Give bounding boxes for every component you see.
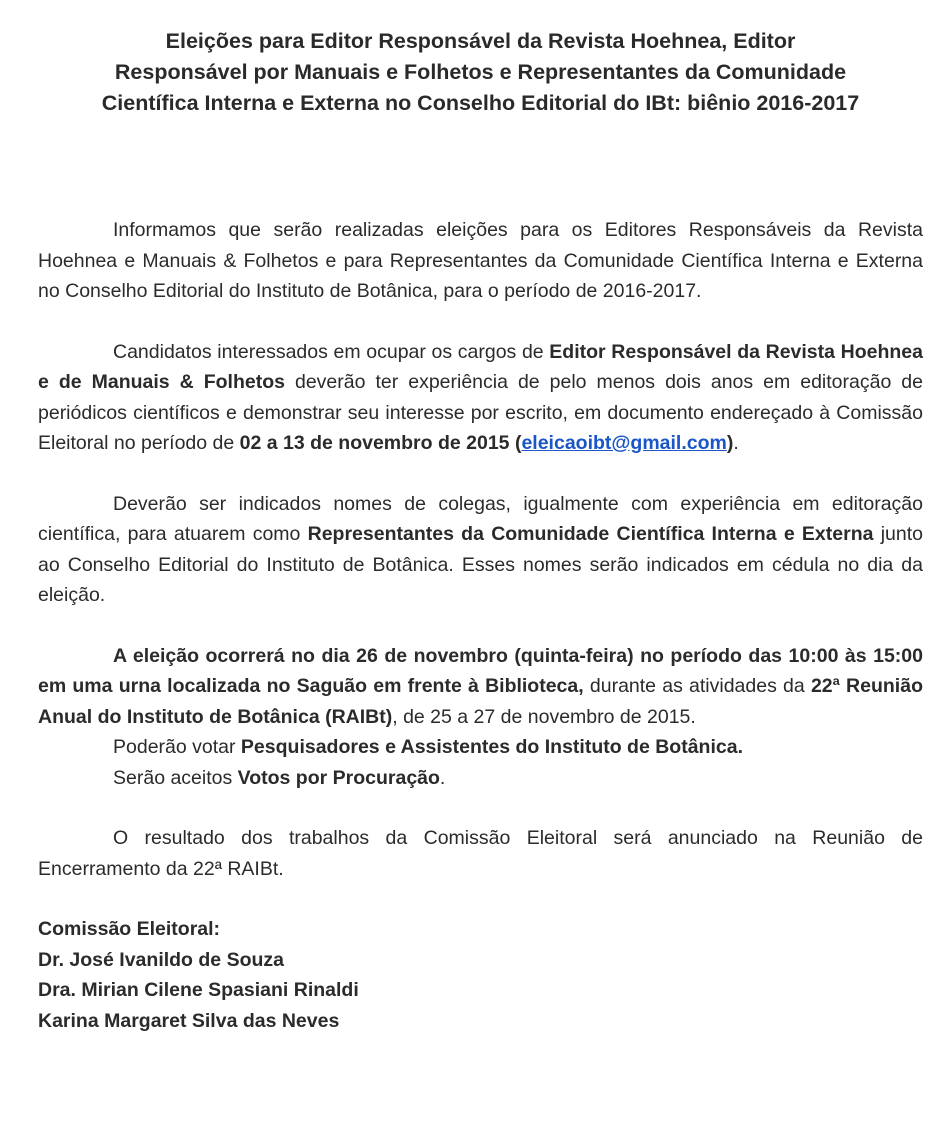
proxy-end: . [439,766,446,789]
paragraph-representatives [38,489,923,611]
title-line-1: Eleições para Editor Responsável da Revista Hoehnea, Editor [165,29,796,53]
representatives-text-2: junto ao Conselho Editorial do Instituto de Botânica. Esses nomes serão indicados em cédula no dia da eleição. [38,523,923,606]
title-line-2: Responsável por Manuais e Folhetos e Representantes da Comunidade [114,60,847,84]
signature-heading: Comissão Eleitoral: [38,918,221,940]
title-line-3: Científica Interna e Externa no Conselho Editorial do IBt: biênio 2016-2017 [101,91,860,115]
signature-member: Dr. José Ivanildo de Souza [38,948,284,971]
voters-line [38,732,923,763]
representatives-text-1: Deverão ser indicados nomes de colegas, igualmente com experiência em editoração científica, para atuarem como [38,492,923,545]
election-date-bold: A eleição ocorrerá no dia 26 de novembro (quinta-feira) no período das 10:00 às 15:00 em uma urna localizada no Saguão em frente à Biblioteca, [38,644,923,697]
election-details-text-1: durante as atividades da [583,675,811,697]
submission-dates: 02 a 13 de novembro de 2015 ( [239,432,522,454]
editor-position-bold: Editor Responsável da Revista Hoehnea e de Manuais & Folhetos [38,340,923,393]
proxy-bold: Votos por Procuração [237,766,440,789]
paragraph-announcement: Informamos que serão realizadas eleições para os Editores Responsáveis da Revista Hoehnea e Manuais & Folhetos e para Representantes da Comunidade Científica Interna e Externa no Conselho Editorial do Instituto de Botânica, para o período de 2016-2017. [38,219,923,302]
paragraph-results: O resultado dos trabalhos da Comissão Eleitoral será anunciado na Reunião de Encerramento da 22ª RAIBt. [38,827,923,880]
editor-candidates-end: . [733,432,739,454]
proxy-votes-line [38,763,923,794]
signature-member: Dra. Mirian Cilene Spasiani Rinaldi [38,979,359,1001]
submission-period-bold [240,432,734,454]
signature-member: Karina Margaret Silva das Neves [38,1009,340,1032]
paragraph-election-details [38,641,923,733]
editor-candidates-text-2: deverão ter experiência de pelo menos dois anos em editoração de periódicos científicos e demonstrar seu interesse por escrito, em documento endereçado à Comissão Eleitoral no período de [38,371,923,454]
voters-bold: Pesquisadores e Assistentes do Instituto de Botânica. [240,736,743,758]
document-title [38,26,923,119]
election-details-text-2: , de 25 a 27 de novembro de 2015. [392,705,696,728]
signature-block [38,914,923,1036]
representatives-bold: Representantes da Comunidade Científica Interna e Externa [307,523,874,545]
editor-candidates-text-1: Candidatos interessados em ocupar os cargos de [113,340,550,363]
email-link[interactable]: eleicaoibt@gmail.com [521,432,727,454]
raibt-bold: 22ª Reunião Anual do Instituto de Botânica (RAIBt) [38,675,923,728]
paragraph-editor-candidates [38,337,923,459]
submission-close-paren: ) [726,432,734,454]
document-page [38,26,923,1036]
proxy-text: Serão aceitos [113,766,238,789]
voters-text: Poderão votar [113,736,241,758]
